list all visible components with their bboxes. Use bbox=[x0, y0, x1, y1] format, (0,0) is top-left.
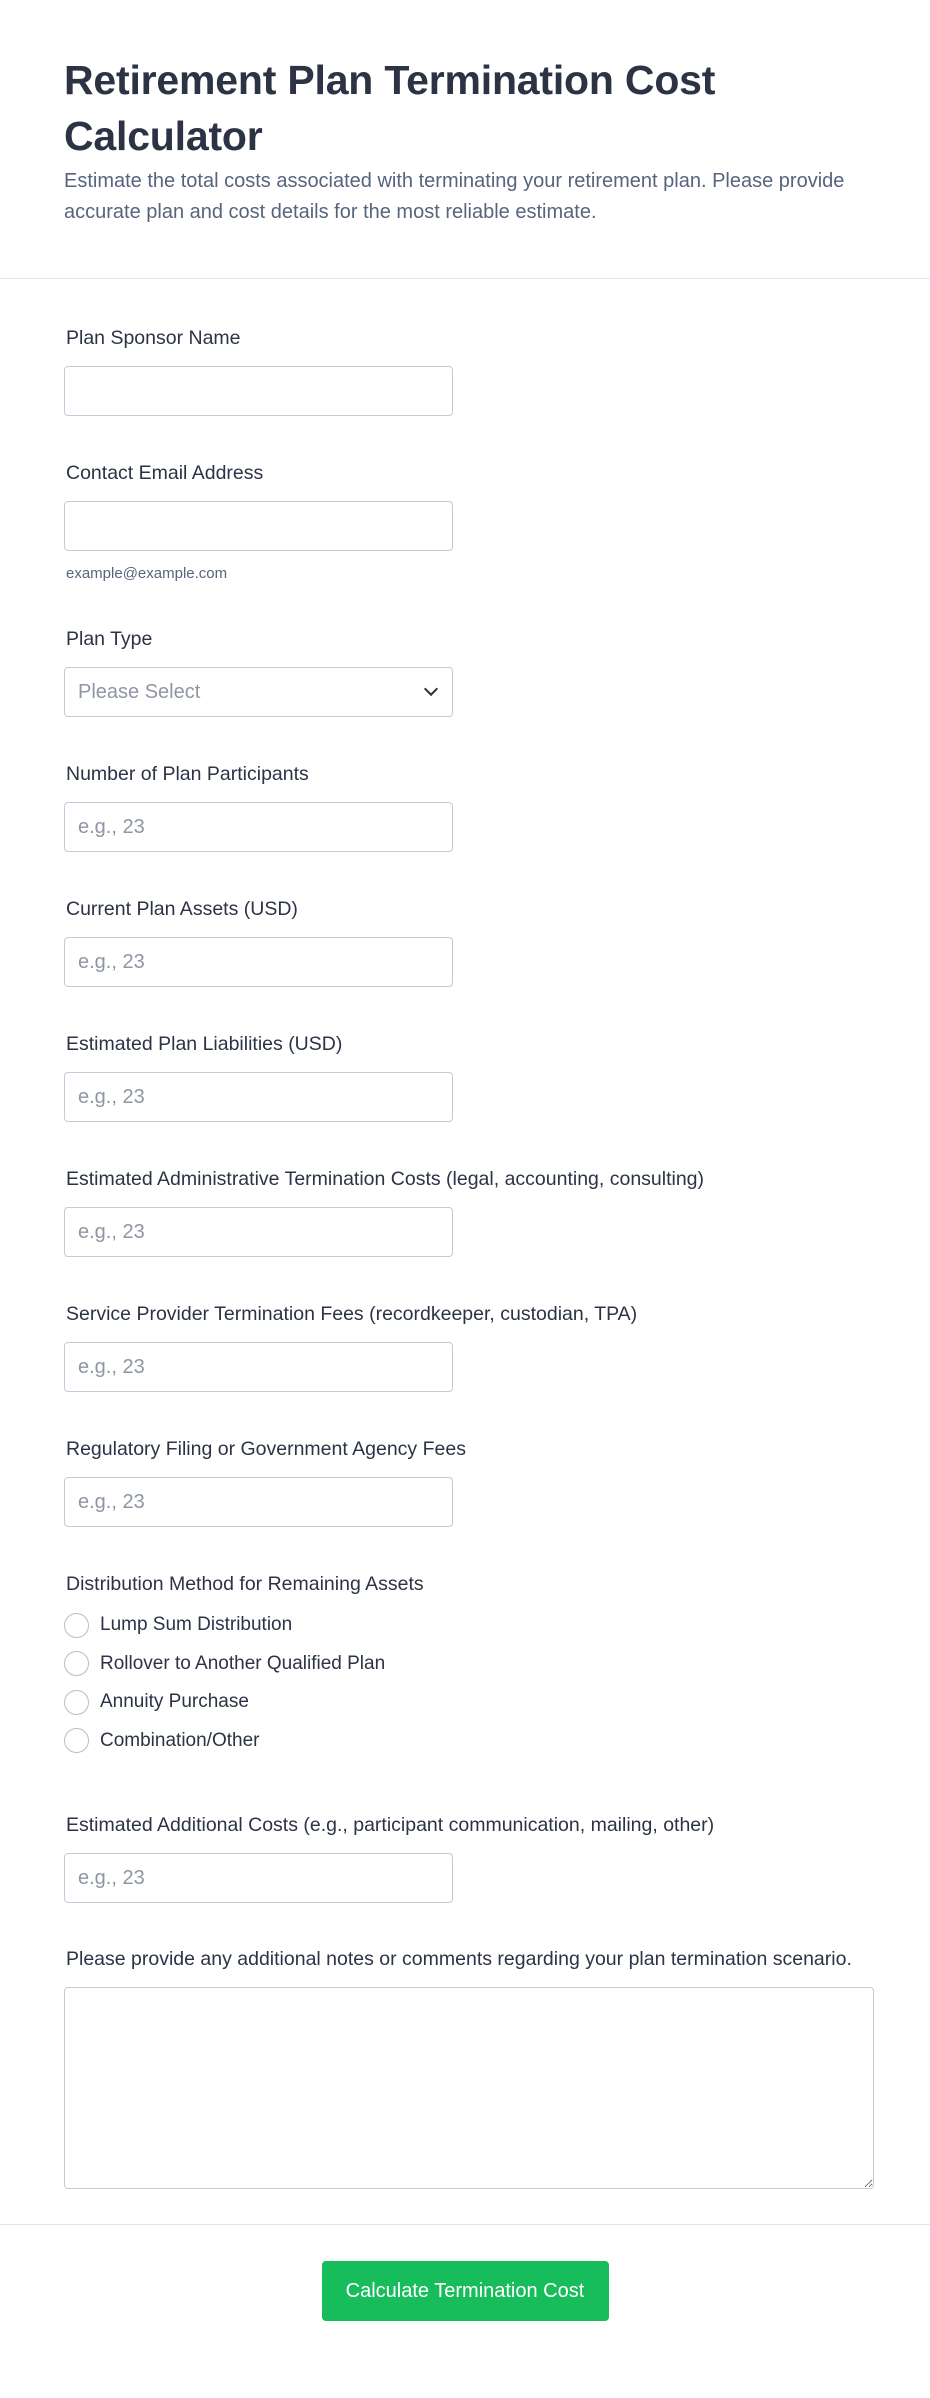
radio-button[interactable] bbox=[64, 1728, 89, 1753]
radio-option-combination[interactable] bbox=[64, 1722, 866, 1761]
field-participants bbox=[64, 761, 866, 852]
field-notes bbox=[64, 1947, 866, 2194]
field-liabilities bbox=[64, 1031, 866, 1122]
field-admin-costs bbox=[64, 1166, 866, 1257]
field-additional-costs bbox=[64, 1812, 866, 1903]
field-sponsor-name bbox=[64, 325, 866, 416]
radio-option-label: Rollover to Another Qualified Plan bbox=[100, 1652, 386, 1674]
sponsor-name-label: Plan Sponsor Name bbox=[66, 327, 241, 349]
plan-type-selected-value: Please Select bbox=[78, 680, 201, 703]
assets-label: Current Plan Assets (USD) bbox=[66, 898, 298, 920]
radio-option-label: Annuity Purchase bbox=[100, 1691, 249, 1713]
participants-input[interactable] bbox=[64, 802, 453, 852]
form-header bbox=[0, 0, 930, 279]
page-description: Estimate the total costs associated with terminating your retirement plan. Please provide accurate plan and cost details for the most reliable estimate. bbox=[64, 170, 845, 223]
regulatory-fees-input[interactable] bbox=[64, 1477, 453, 1527]
notes-textarea[interactable] bbox=[64, 1987, 874, 2189]
field-provider-fees bbox=[64, 1301, 866, 1392]
provider-fees-input[interactable] bbox=[64, 1342, 453, 1392]
email-sublabel: example@example.com bbox=[66, 565, 228, 582]
radio-option-rollover[interactable] bbox=[64, 1645, 866, 1684]
page-title: Retirement Plan Termination Cost Calculator bbox=[64, 57, 716, 159]
admin-costs-input[interactable] bbox=[64, 1207, 453, 1257]
radio-button[interactable] bbox=[64, 1613, 89, 1638]
distribution-radio-group bbox=[64, 1606, 866, 1760]
distribution-label: Distribution Method for Remaining Assets bbox=[66, 1573, 424, 1595]
radio-option-label: Combination/Other bbox=[100, 1729, 260, 1751]
plan-type-label: Plan Type bbox=[66, 628, 153, 650]
email-label: Contact Email Address bbox=[66, 462, 264, 484]
plan-type-select[interactable] bbox=[64, 667, 453, 717]
calculate-termination-cost-button[interactable]: Calculate Termination Cost bbox=[322, 2261, 609, 2321]
field-distribution bbox=[64, 1571, 866, 1760]
radio-button[interactable] bbox=[64, 1690, 89, 1715]
admin-costs-label: Estimated Administrative Termination Costs (legal, accounting, consulting) bbox=[66, 1168, 705, 1190]
radio-option-lump-sum[interactable] bbox=[64, 1606, 866, 1645]
notes-label: Please provide any additional notes or comments regarding your plan termination scenario. bbox=[66, 1948, 852, 1970]
form-body bbox=[0, 279, 930, 2225]
participants-label: Number of Plan Participants bbox=[66, 763, 309, 785]
additional-costs-label: Estimated Additional Costs (e.g., participant communication, mailing, other) bbox=[66, 1814, 715, 1836]
field-email bbox=[64, 460, 866, 582]
field-regulatory-fees bbox=[64, 1436, 866, 1527]
liabilities-label: Estimated Plan Liabilities (USD) bbox=[66, 1033, 343, 1055]
chevron-down-icon bbox=[424, 682, 438, 696]
field-plan-type bbox=[64, 626, 866, 717]
sponsor-name-input[interactable] bbox=[64, 366, 453, 416]
assets-input[interactable] bbox=[64, 937, 453, 987]
radio-button[interactable] bbox=[64, 1651, 89, 1676]
field-assets bbox=[64, 896, 866, 987]
provider-fees-label: Service Provider Termination Fees (recordkeeper, custodian, TPA) bbox=[66, 1303, 638, 1325]
email-input[interactable] bbox=[64, 501, 453, 551]
liabilities-input[interactable] bbox=[64, 1072, 453, 1122]
additional-costs-input[interactable] bbox=[64, 1853, 453, 1903]
regulatory-fees-label: Regulatory Filing or Government Agency Fees bbox=[66, 1438, 466, 1460]
radio-option-annuity[interactable] bbox=[64, 1683, 866, 1722]
radio-option-label: Lump Sum Distribution bbox=[100, 1614, 293, 1636]
form-footer bbox=[0, 2225, 930, 2361]
